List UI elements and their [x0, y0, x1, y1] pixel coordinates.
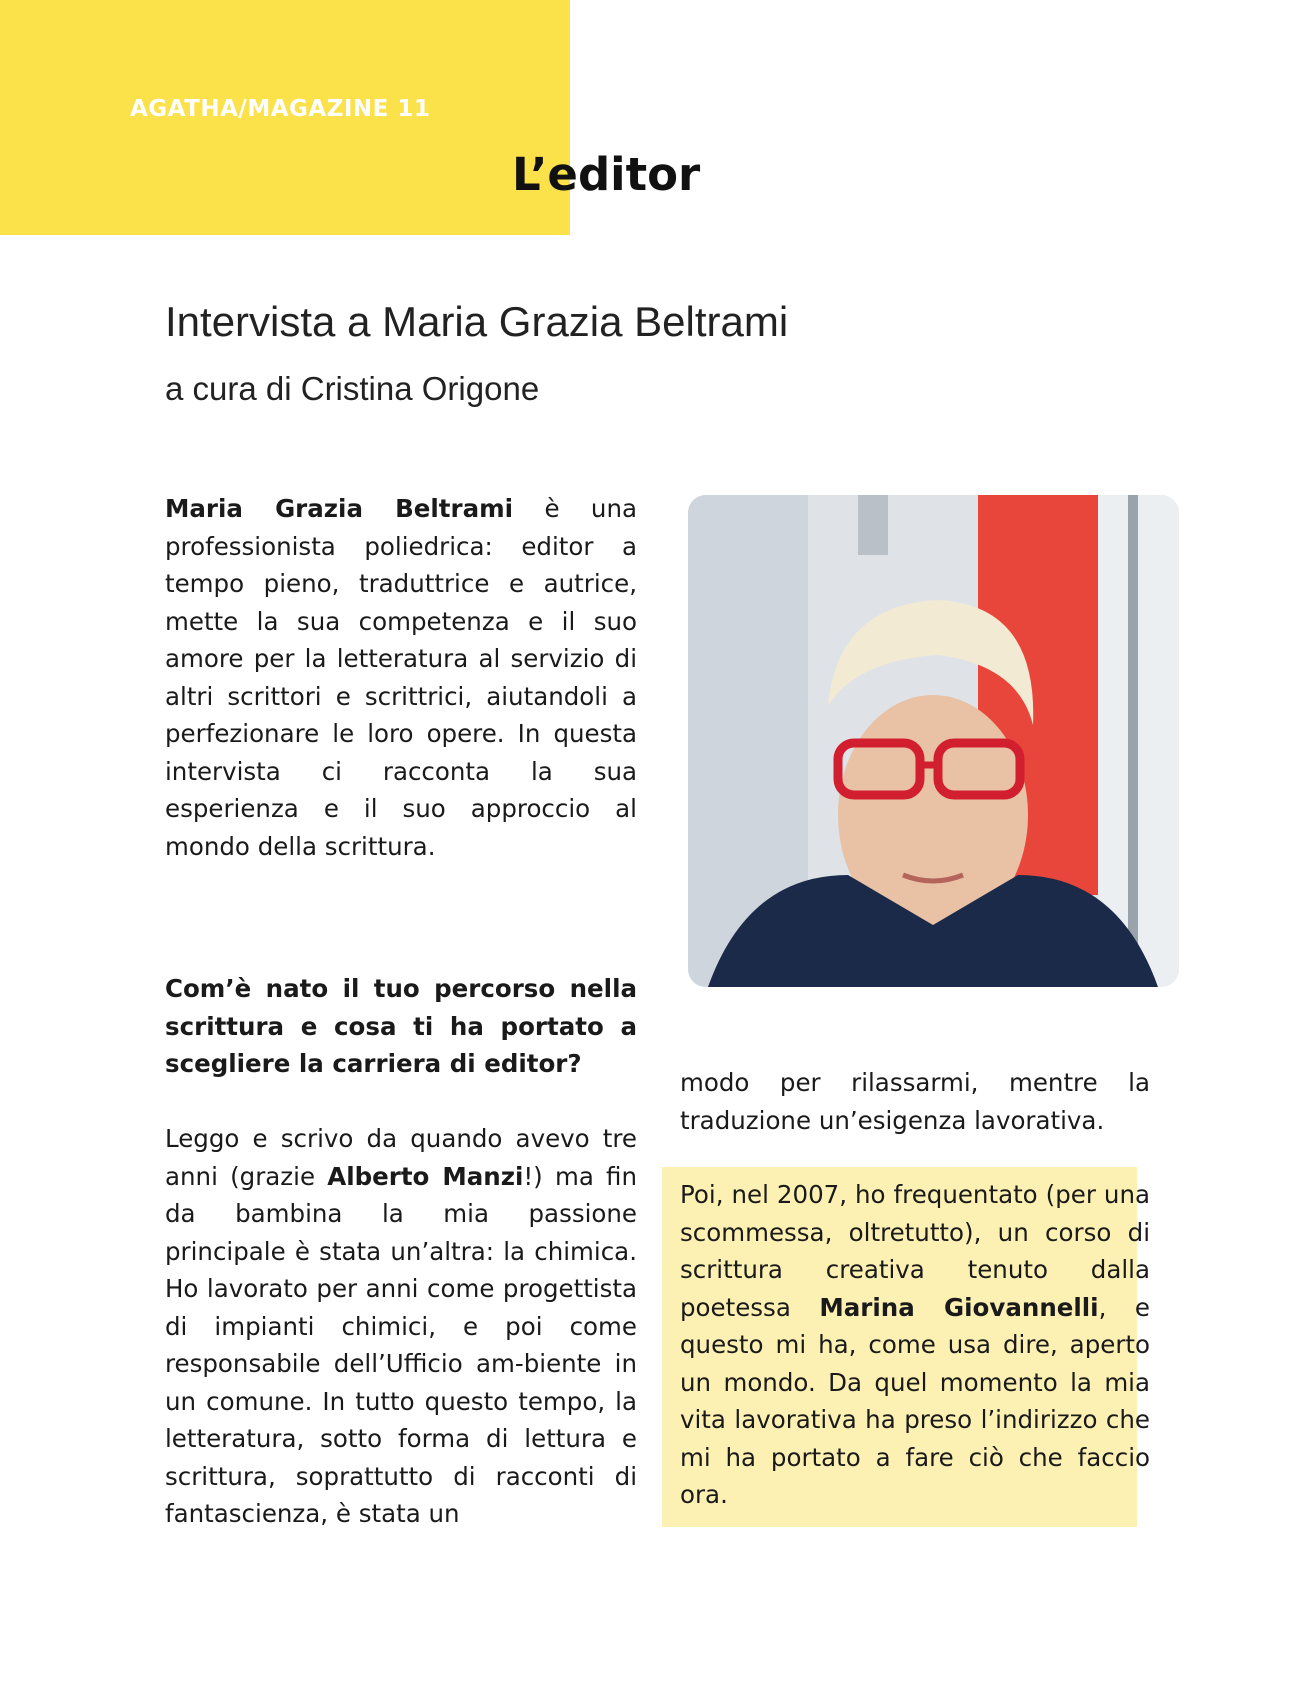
- answer-1-continuation: modo per rilassarmi, mentre la traduzione un’esigenza lavorativa.: [680, 1068, 1150, 1135]
- intro-name: Maria Grazia Beltrami: [165, 494, 514, 523]
- article-author-line: a cura di Cristina Origone: [165, 370, 540, 407]
- answer-1-part-a: Leggo e scrivo da quando avevo tre anni (grazie: [165, 1124, 637, 1191]
- magazine-label: AGATHA/MAGAZINE 11: [130, 96, 431, 122]
- intro-paragraph: [165, 490, 637, 865]
- answer-1-part-b: !) ma fin da bambina la mia passione principale è stata un’altra: la chimica. Ho lavorato per anni come progettista di impianti chimici, e poi come responsabile dell’Ufficio am-biente in un comune. In tutto questo tempo, la letteratura, sotto forma di lettura e scrittura, soprattutto di racconti di fantascienza, è stata un: [165, 1161, 638, 1528]
- answer-1-left-column: [165, 1120, 637, 1533]
- answer-1-bold-name: Alberto Manzi: [327, 1161, 524, 1191]
- section-title: L’editor: [512, 148, 701, 201]
- highlight-part-a: Poi, nel 2007, ho frequentato (per una scommessa, oltretutto), un corso di scrittura creativa tenuto dalla poetessa: [680, 1180, 1150, 1322]
- portrait-photo: [688, 495, 1179, 987]
- portrait-illustration: [688, 495, 1179, 987]
- intro-text: è una professionista poliedrica: editor a tempo pieno, traduttrice e autrice, mette la sua competenza e il suo amore per la letteratura al servizio di altri scrittori e scrittrici, aiutandoli a perfezionare le loro opere. In questa intervista ci racconta la sua esperienza e il suo approccio al mondo della scrittura.: [165, 494, 637, 861]
- highlight-paragraph: [680, 1176, 1150, 1514]
- highlight-part-b: , e questo mi ha, come usa dire, aperto un mondo. Da quel momento la mia vita lavorativa ha preso l’indirizzo che mi ha portato a fare ciò che faccio ora.: [680, 1292, 1151, 1509]
- highlight-bold-name: Marina Giovannelli: [819, 1292, 1099, 1322]
- question-1: Com’è nato il tuo percorso nella scrittura e cosa ti ha portato a scegliere la carriera di editor?: [165, 974, 637, 1078]
- article-title: Intervista a Maria Grazia Beltrami: [165, 298, 789, 345]
